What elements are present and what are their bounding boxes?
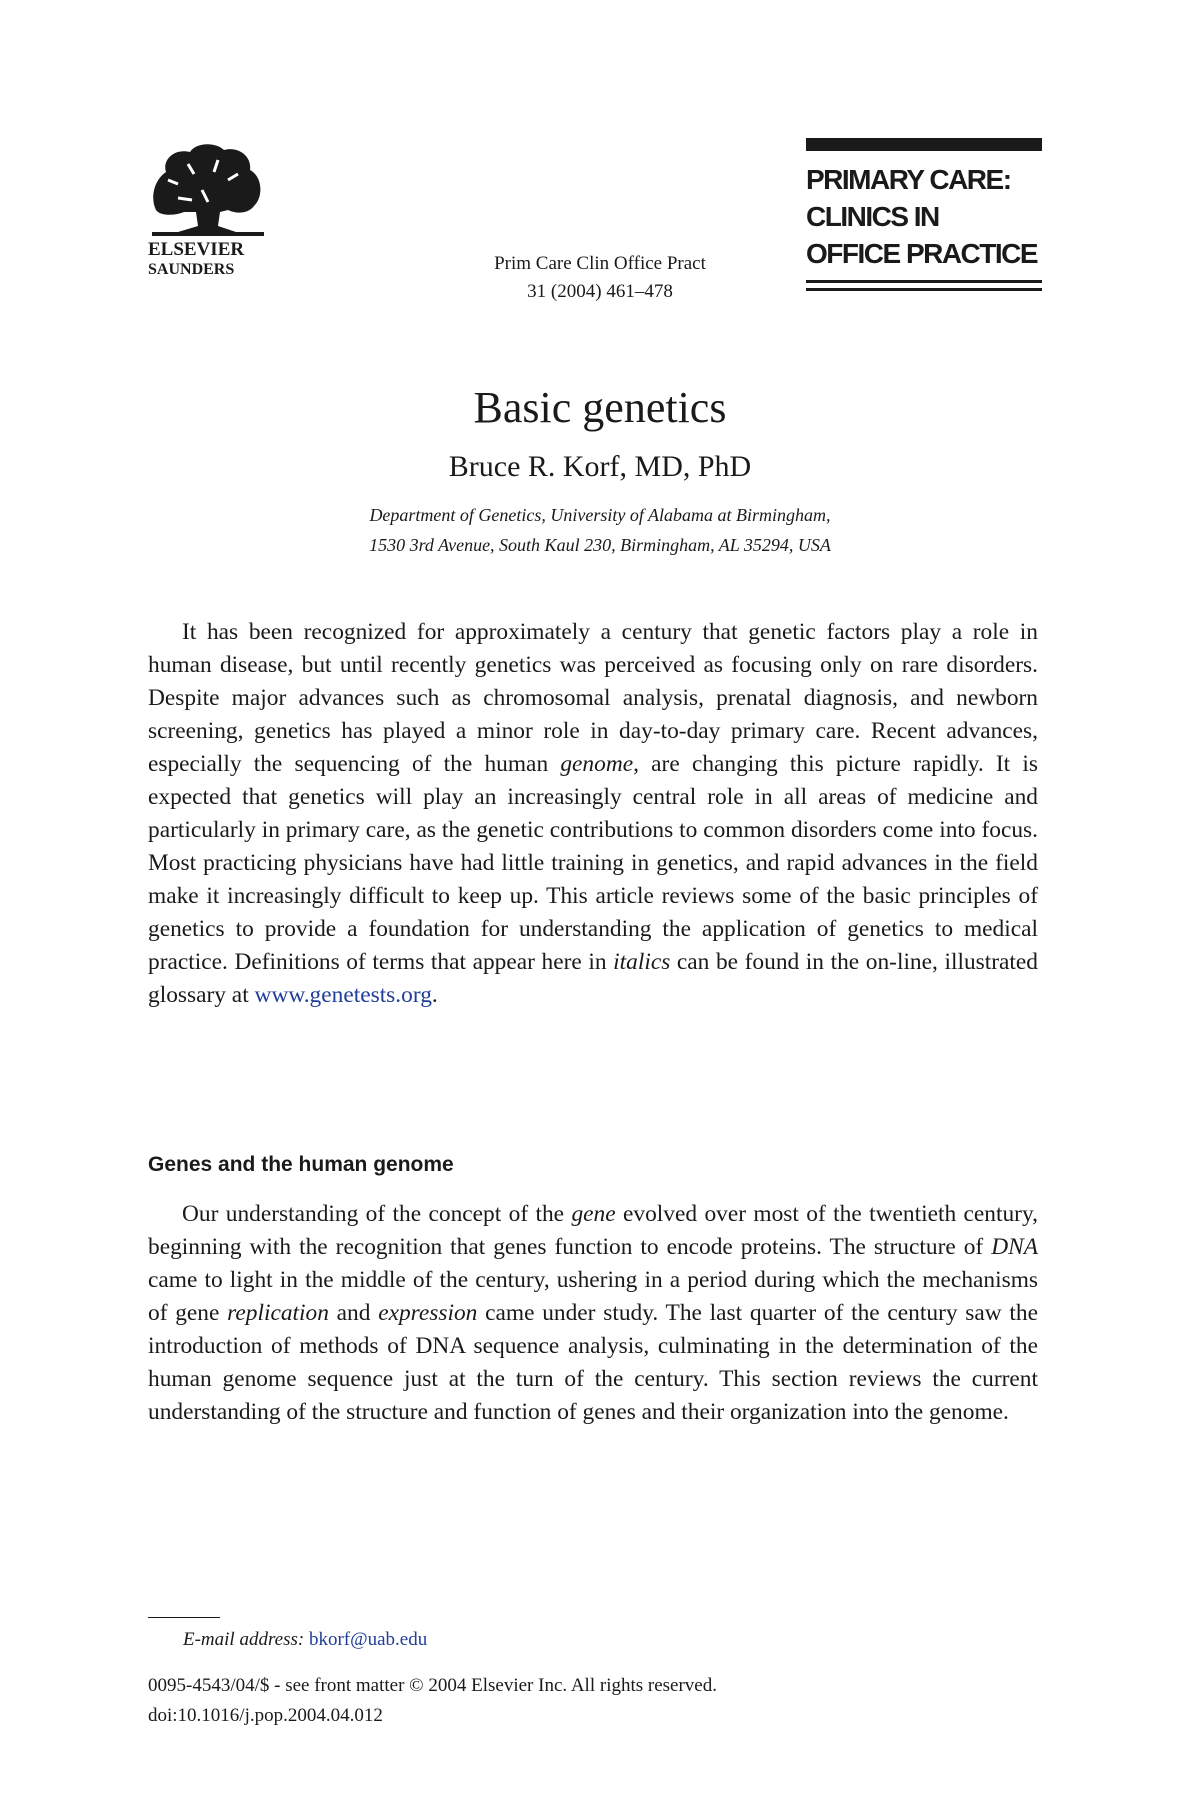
text-run: Our understanding of the concept of the [182, 1201, 572, 1227]
text-run: came under study. The last quarter of the century saw the introduction of methods of DNA sequence analysis, culminating in the determination of the human genome sequence just at the turn of the century. This section reviews the current understanding of the structure and function of genes and their organization into the genome. [148, 1300, 1039, 1425]
email-label: E-mail address: [183, 1629, 305, 1650]
glossary-term: gene [571, 1201, 616, 1227]
text-run: It has been recognized for approximately a century that genetic factors play a role in human disease, but until recently genetics was perceived as focusing only on rare disorders. Despite major advances such as chromosomal analysis, prenatal diagnosis, and newborn screening, genetics has played a minor role in day-to-day primary care. Recent advances, especially the sequencing of the human [148, 619, 1038, 777]
footnote-rule [148, 1617, 220, 1618]
glossary-link[interactable]: www.genetests.org [254, 982, 432, 1008]
article-title: Basic genetics [473, 383, 727, 432]
text-run: can be found in the on-line, illustrated glossary at [148, 949, 1038, 1008]
journal-citation [400, 250, 800, 306]
elsevier-tree-icon [148, 140, 268, 238]
journal-name-line: CLINICS IN [806, 201, 939, 232]
publisher-name: ELSEVIER [148, 239, 245, 260]
publisher-imprint: SAUNDERS [148, 261, 235, 278]
publisher-logo [148, 140, 268, 290]
masthead-bottom-rule [806, 288, 1042, 291]
author-email-link[interactable]: bkorf@uab.edu [308, 1629, 428, 1650]
author-affiliation [0, 500, 1200, 560]
affiliation-line: 1530 3rd Avenue, South Kaul 230, Birmingham, AL 35294, USA [369, 535, 831, 555]
doi-line: doi:10.1016/j.pop.2004.04.012 [148, 1705, 383, 1726]
intro-paragraph [148, 616, 1038, 1012]
glossary-term: expression [378, 1300, 478, 1326]
section-heading: Genes and the human genome [148, 1153, 454, 1176]
glossary-term: DNA [991, 1234, 1038, 1260]
glossary-term: replication [227, 1300, 329, 1326]
journal-masthead [806, 138, 1042, 291]
volume-pages: 31 (2004) 461–478 [527, 281, 673, 302]
affiliation-line: Department of Genetics, University of Alabama at Birmingham, [369, 505, 831, 525]
text-run: and [328, 1300, 379, 1326]
text-run: evolved over most of the twentieth century, beginning with the recognition that genes function to encode proteins. The structure of [148, 1201, 1038, 1260]
copyright-line: 0095-4543/04/$ - see front matter © 2004 Elsevier Inc. All rights reserved. [148, 1675, 717, 1696]
masthead-bottom-rule [806, 280, 1042, 283]
journal-abbreviation: Prim Care Clin Office Pract [494, 253, 706, 274]
text-run: . [431, 982, 438, 1008]
glossary-term: italics [613, 949, 671, 975]
text-run: came to light in the middle of the century, ushering in a period during which the mechanisms of gene [148, 1267, 1038, 1326]
glossary-term: genome [560, 751, 634, 777]
section-paragraph [148, 1198, 1038, 1429]
journal-name-line: PRIMARY CARE: [806, 164, 1011, 195]
journal-name-line: OFFICE PRACTICE [806, 238, 1038, 269]
journal-name [806, 161, 1042, 272]
masthead-top-rule [806, 138, 1042, 151]
text-run: , are changing this picture rapidly. It is expected that genetics will play an increasingly central role in all areas of medicine and particularly in primary care, as the genetic contributions to common disorders come into focus. Most practicing physicians have had little training in genetics, and rapid advances in the field make it increasingly difficult to keep up. This article reviews some of the basic principles of genetics to provide a foundation for understanding the application of genetics to medical practice. Definitions of terms that appear here in [148, 751, 1038, 975]
article-author: Bruce R. Korf, MD, PhD [448, 450, 752, 483]
footnote [183, 1626, 427, 1654]
